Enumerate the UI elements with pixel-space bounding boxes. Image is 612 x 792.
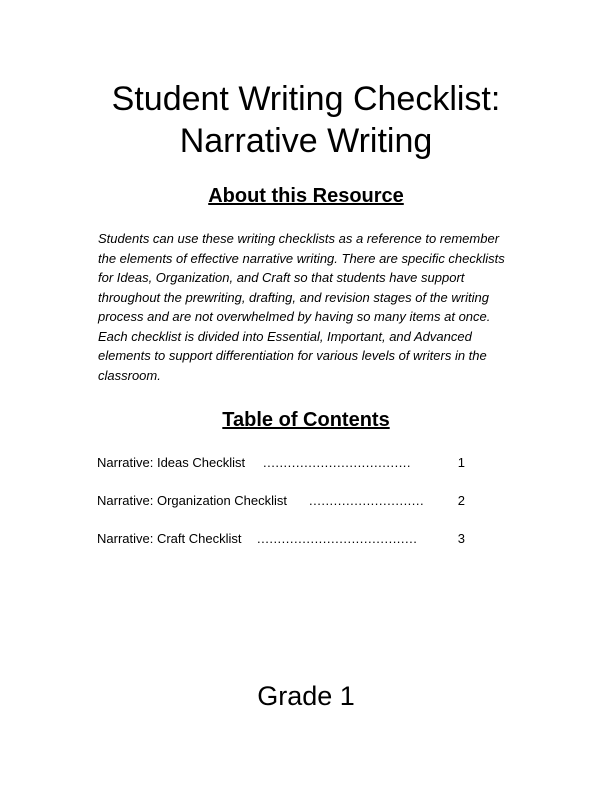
grade-level: Grade 1	[257, 681, 355, 711]
toc-entry-label: Narrative: Craft Checklist	[97, 531, 242, 546]
toc-entry-organization	[97, 491, 477, 510]
toc-leader-dots: .......................................	[257, 531, 418, 546]
toc-page-number: 3	[457, 531, 465, 546]
toc-entry-craft	[97, 529, 477, 548]
about-paragraph: Students can use these writing checklists as a reference to remember the elements of effective narrative writing. There are specific checklists for Ideas, Organization, and Craft so that students have support throughout the prewriting, drafting, and revision stages of the writing process and are not overwhelmed by having so many items at once. Each checklist is divided into Essential, Important, and Advanced elements to support differentiation for various levels of writers in the classroom.	[98, 231, 505, 383]
toc-entry-label: Narrative: Organization Checklist	[97, 493, 288, 508]
toc-heading: Table of Contents	[222, 409, 390, 431]
title-line-2: Narrative Writing	[179, 122, 433, 160]
toc-leader-dots: ............................	[309, 493, 425, 508]
toc-page-number: 1	[457, 455, 465, 470]
toc-entry-ideas	[97, 453, 477, 472]
about-heading: About this Resource	[208, 185, 404, 207]
table-of-contents	[97, 453, 477, 567]
toc-entry-label: Narrative: Ideas Checklist	[97, 455, 246, 470]
title-line-1: Student Writing Checklist:	[111, 80, 501, 118]
toc-page-number: 2	[457, 493, 465, 508]
toc-leader-dots: ....................................	[263, 455, 412, 470]
page-title	[0, 78, 612, 162]
